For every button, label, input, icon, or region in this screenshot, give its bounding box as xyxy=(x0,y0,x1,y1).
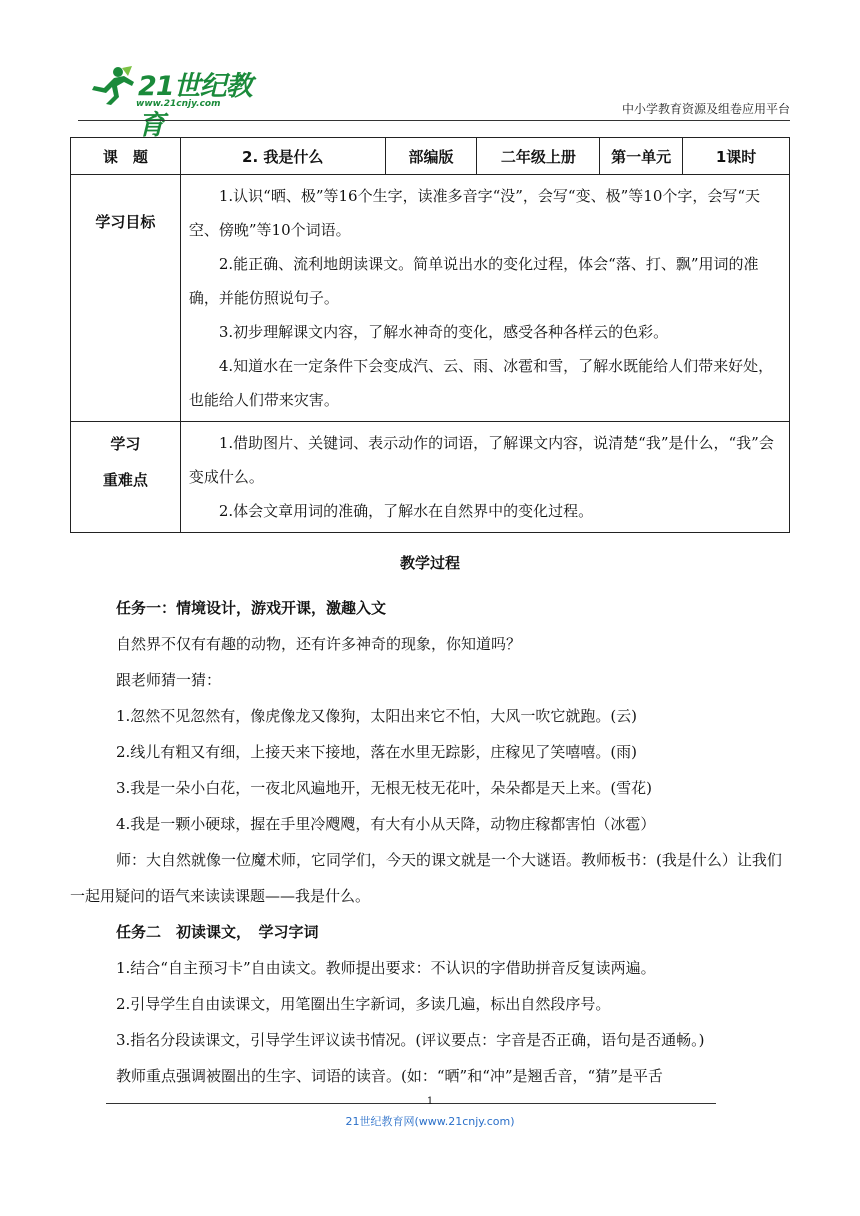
task1-intro: 自然界不仅有有趣的动物，还有许多神奇的现象，你知道吗？ xyxy=(116,635,522,653)
header-cell-edition: 部编版 xyxy=(385,138,477,175)
goal-item: 4.知道水在一定条件下会变成汽、云、雨、冰雹和雪，了解水既能给人们带来好处，也能给人们带来灾害。 xyxy=(188,357,774,409)
page-header xyxy=(78,58,790,141)
logo-text: 21世纪教育 xyxy=(138,71,252,141)
key-label-line2: 重难点 xyxy=(102,471,148,489)
teacher-line: 师：大自然就像一位魔术师，它同学们，今天的课文就是一个大谜语。教师板书：(我是什么）让我们一起用疑问的语气来读读课题——我是什么。 xyxy=(70,851,782,905)
key-points-row xyxy=(71,422,790,533)
goal-item: 1.认识“晒、极”等16个生字，读准多音字“没”，会写“变、极”等10个字，会写“天空、傍晚”等10个词语。 xyxy=(188,187,761,239)
riddle-item: 2.线儿有粗又有细，上接天来下接地，落在水里无踪影，庄稼见了笑嘻嘻。(雨) xyxy=(116,743,638,761)
task2-item: 教师重点强调被圈出的生字、词语的读音。(如：“晒”和“冲”是翘舌音，“猜”是平舌 xyxy=(116,1067,663,1085)
header-cell-topic: 课 题 xyxy=(71,138,181,175)
header-cell-title: 2. 我是什么 xyxy=(180,138,385,175)
goals-label: 学习目标 xyxy=(71,175,181,422)
header-cell-grade: 二年级上册 xyxy=(477,138,600,175)
task2-item: 3.指名分段读课文，引导学生评议读书情况。(评议要点：字音是否正确，语句是否通畅。) xyxy=(116,1031,705,1049)
riddle-item: 3.我是一朵小白花，一夜北风遍地开，无根无枝无花叶，朵朵都是天上来。(雪花) xyxy=(116,779,653,797)
platform-text: 中小学教育资源及组卷应用平台 xyxy=(621,102,790,116)
goals-content xyxy=(180,175,789,422)
runner-icon xyxy=(86,66,136,106)
goal-item: 2.能正确、流利地朗读课文。简单说出水的变化过程，体会“落、打、飘”用词的准确，并能仿照说句子。 xyxy=(188,255,759,307)
goals-row xyxy=(71,175,790,422)
teaching-process xyxy=(70,590,790,1094)
task2-item: 1.结合“自主预习卡”自由读文。教师提出要求：不认识的字借助拼音反复读两遍。 xyxy=(116,959,656,977)
header-cell-hours: 1课时 xyxy=(683,138,790,175)
logo-url: www.21cnjy.com xyxy=(136,99,221,109)
header-cell-unit: 第一单元 xyxy=(600,138,683,175)
footer-link[interactable]: 21世纪教育网(www.21cnjy.com) xyxy=(345,1115,515,1128)
task2-title: 任务二 初读课文， 学习字词 xyxy=(116,923,319,941)
header-divider xyxy=(78,120,790,121)
logo xyxy=(86,62,261,141)
lesson-table xyxy=(70,137,790,533)
table-header-row xyxy=(71,138,790,175)
key-points-label xyxy=(71,422,181,533)
task1-guess: 跟老师猜一猜： xyxy=(116,671,222,689)
key-label-line1: 学习 xyxy=(110,435,141,453)
key-point-item: 1.借助图片、关键词、表示动作的词语，了解课文内容，说清楚“我”是什么，“我”会变成什么。 xyxy=(188,434,774,486)
section-title: 教学过程 xyxy=(399,554,460,572)
task2-item: 2.引导学生自由读课文，用笔圈出生字新词，多读几遍，标出自然段序号。 xyxy=(116,995,611,1013)
goal-item: 3.初步理解课文内容，了解水神奇的变化，感受各种各样云的色彩。 xyxy=(218,323,669,341)
key-point-item: 2.体会文章用词的准确，了解水在自然界中的变化过程。 xyxy=(218,502,594,520)
page-number: 1 xyxy=(426,1096,434,1107)
key-points-content xyxy=(180,422,789,533)
riddle-item: 4.我是一颗小硬球，握在手里冷飕飕，有大有小从天降，动物庄稼都害怕（冰雹） xyxy=(116,815,656,833)
riddle-item: 1.忽然不见忽然有，像虎像龙又像狗，太阳出来它不怕，大风一吹它就跑。(云) xyxy=(116,707,638,725)
task1-title: 任务一：情境设计，游戏开课，激趣入文 xyxy=(116,599,387,617)
